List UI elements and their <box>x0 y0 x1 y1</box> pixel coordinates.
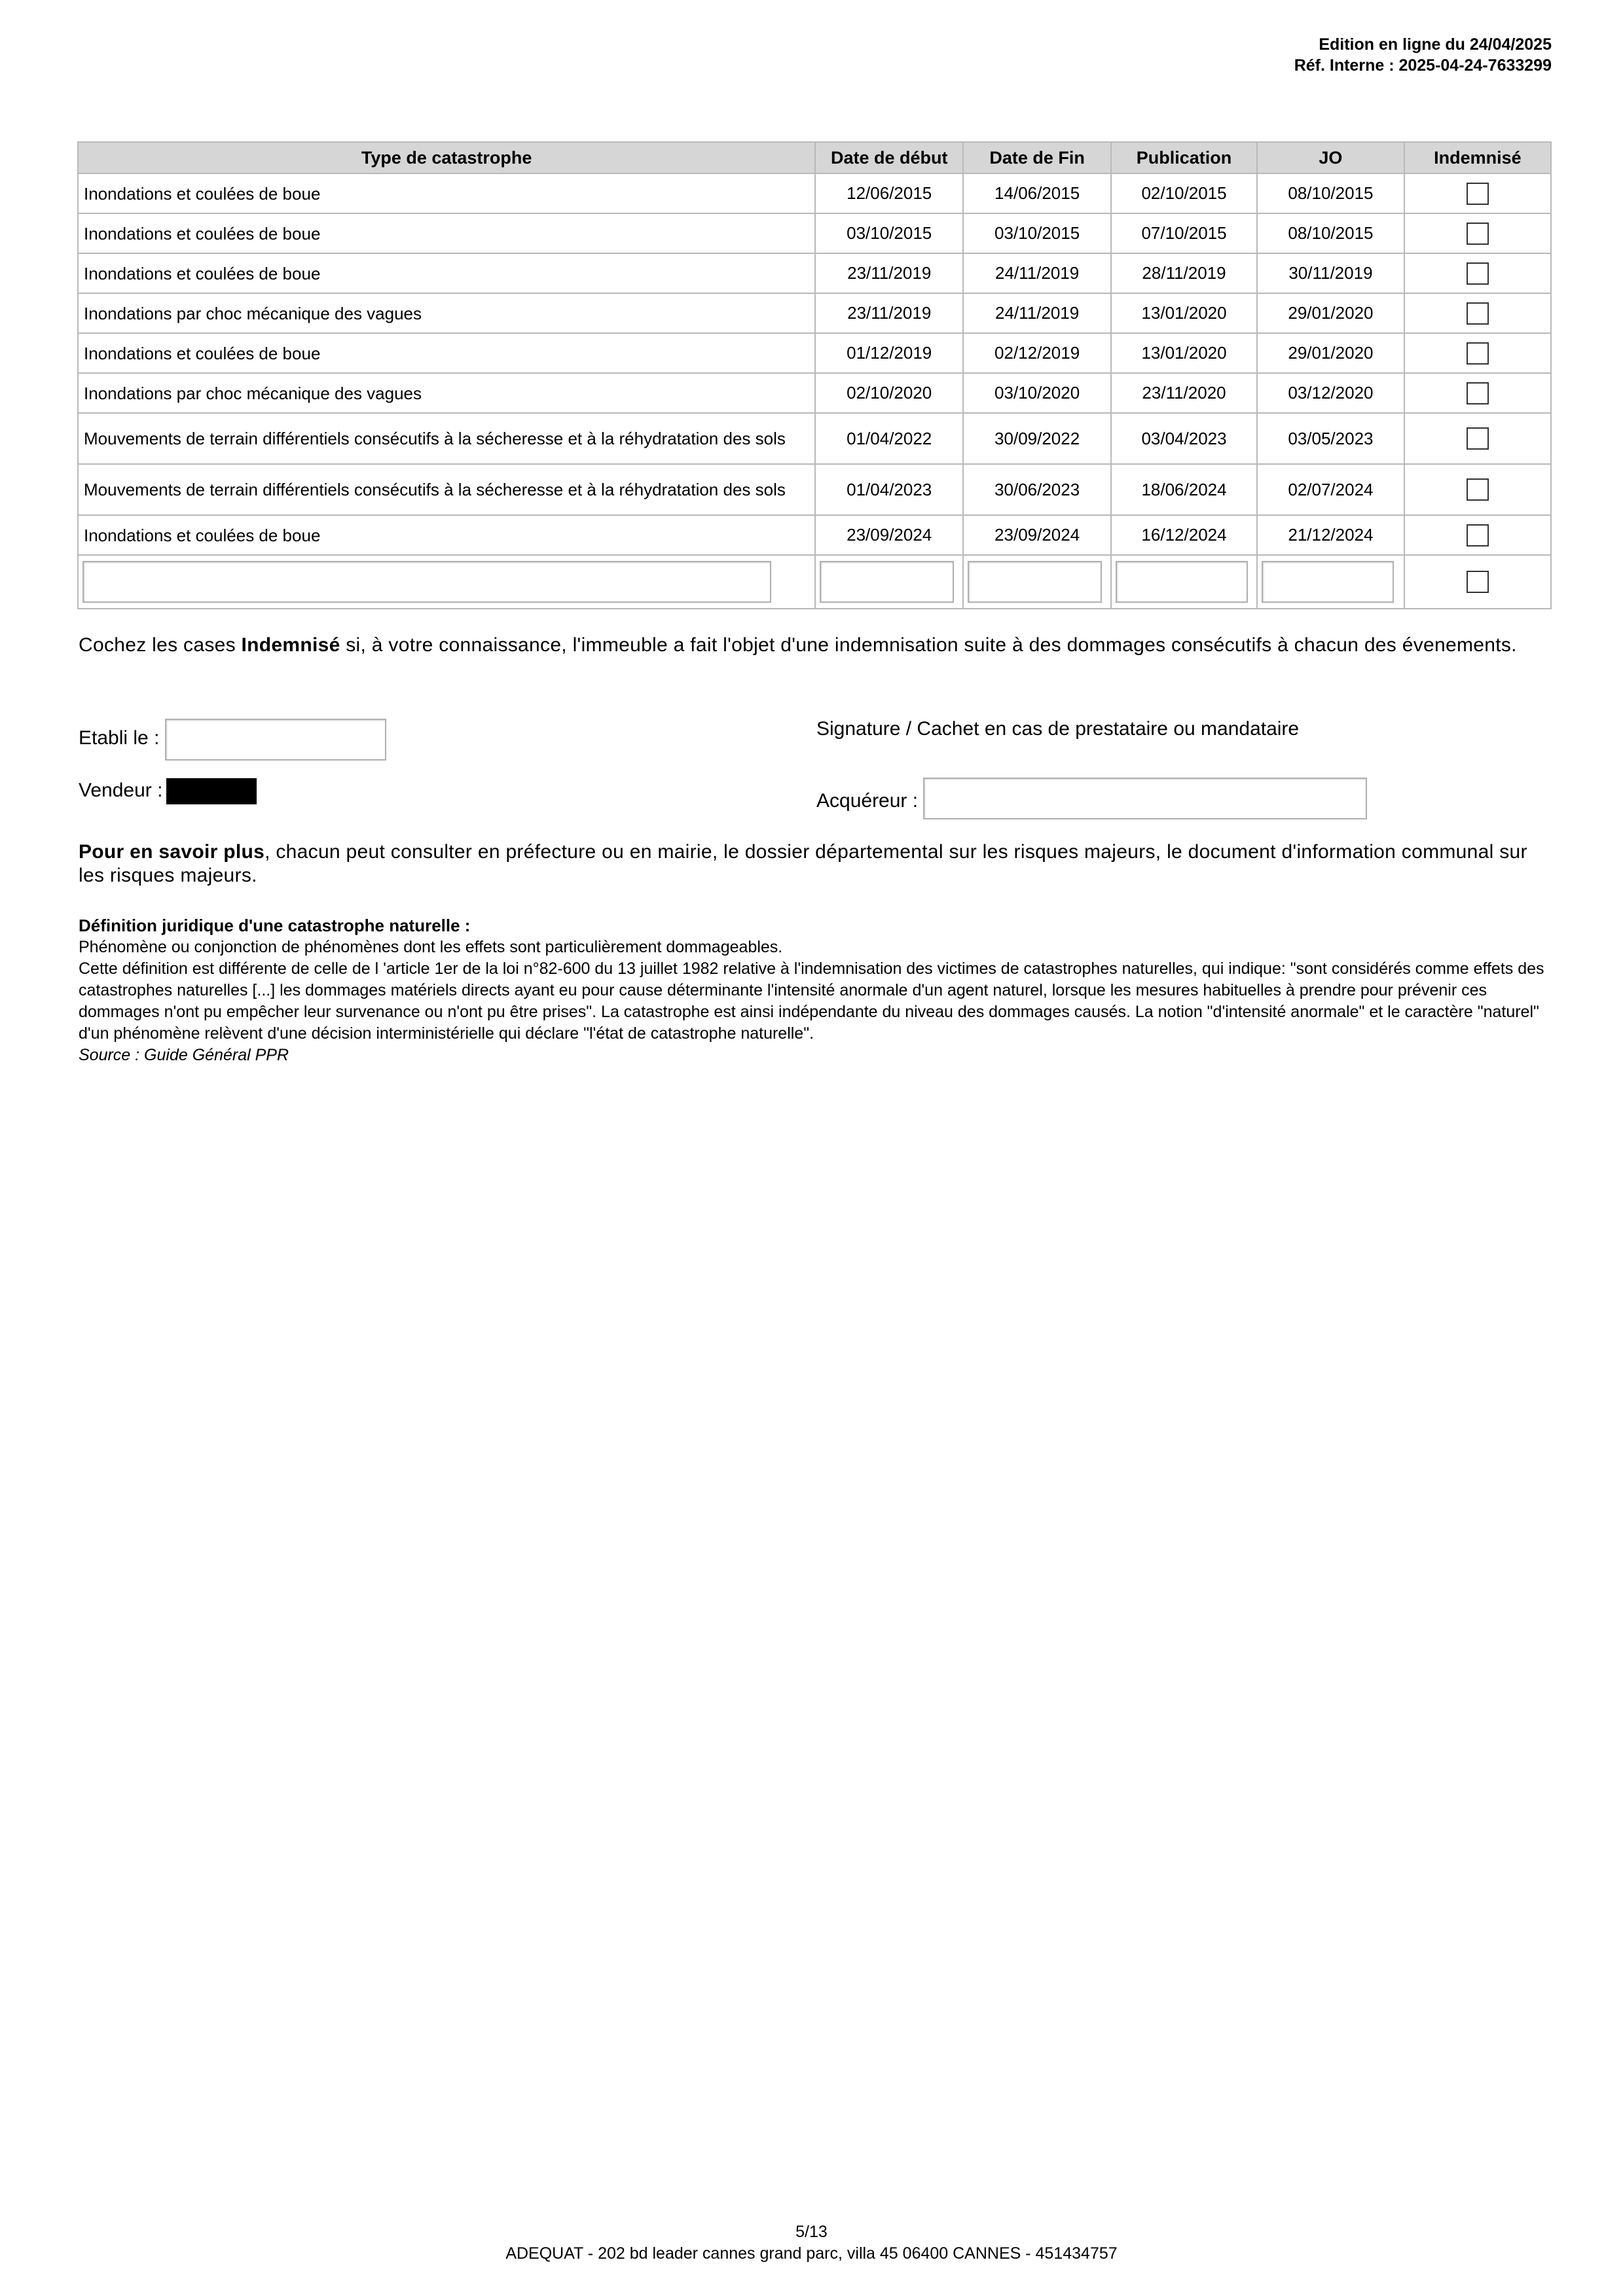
indemnise-checkbox[interactable] <box>1467 302 1489 325</box>
cell-type: Inondations et coulées de boue <box>78 333 815 373</box>
cell-date-debut: 01/12/2019 <box>815 333 963 373</box>
etabli-label: Etabli le : <box>79 727 160 749</box>
vendeur-label: Vendeur : <box>79 780 163 801</box>
catastrophe-table <box>77 141 1552 609</box>
definition-body: Cette définition est différente de celle de l 'article 1er de la loi n°82-600 du 13 juillet 1982 relative à l'indemnisation des victimes de catastrophes naturelles, qui indique: "sont considérés comme effets des catastrophes naturelles [...] les dommages matériels directs ayant eu pour cause déterminante l'intensité anormale d'un agent naturel, lorsque les mesures habituelles à prendre pour prévenir ces dommages n'ont pu empêcher leur survenance ou n'ont pu être prises". La catastrophe est ainsi indépendante du niveau des dommages causés. La notion "d'intensité anormale" et le caractère "naturel" d'un phénomène relèvent d'une décision interministérielle qui déclare "l'état de catastrophe naturelle". <box>79 960 1544 1043</box>
date-debut-input[interactable] <box>820 561 954 603</box>
cell-indemnise <box>1404 333 1551 373</box>
definition-section <box>79 915 1555 1066</box>
acquereur-label: Acquéreur : <box>816 790 919 812</box>
table-row <box>78 413 1551 464</box>
cell-date-debut: 12/06/2015 <box>815 173 963 213</box>
table-row <box>78 373 1551 413</box>
cell-date-debut: 23/09/2024 <box>815 515 963 555</box>
cell-indemnise-empty <box>1404 555 1551 609</box>
column-header-date-fin: Date de Fin <box>963 142 1111 173</box>
table-header-row <box>78 142 1551 173</box>
table-row <box>78 213 1551 253</box>
cell-publication: 13/01/2020 <box>1111 333 1257 373</box>
cell-date-debut: 02/10/2020 <box>815 373 963 413</box>
indemnise-checkbox[interactable] <box>1467 183 1489 205</box>
type-input[interactable] <box>82 561 771 603</box>
cell-publication: 03/04/2023 <box>1111 413 1257 464</box>
cell-type: Inondations et coulées de boue <box>78 213 815 253</box>
cell-date-fin: 03/10/2020 <box>963 373 1111 413</box>
column-header-indemnise: Indemnisé <box>1404 142 1551 173</box>
page-number: 5/13 <box>795 2223 828 2241</box>
cell-indemnise <box>1404 213 1551 253</box>
cell-publication: 13/01/2020 <box>1111 293 1257 333</box>
etabli-input[interactable] <box>165 719 386 761</box>
cell-date-fin: 24/11/2019 <box>963 293 1111 333</box>
cell-jo: 29/01/2020 <box>1257 333 1404 373</box>
definition-title: Définition juridique d'une catastrophe naturelle : <box>79 916 471 935</box>
cell-type: Inondations par choc mécanique des vagues <box>78 293 815 333</box>
cell-type: Inondations et coulées de boue <box>78 253 815 293</box>
cell-jo: 08/10/2015 <box>1257 173 1404 213</box>
publication-input[interactable] <box>1116 561 1248 603</box>
cell-jo: 21/12/2024 <box>1257 515 1404 555</box>
cell-publication: 07/10/2015 <box>1111 213 1257 253</box>
more-info-paragraph: Pour en savoir plus, chacun peut consulter en préfecture ou en mairie, le dossier départemental sur les risques majeurs, le document d'information communal sur les risques majeurs. <box>79 841 1527 886</box>
cell-jo: 08/10/2015 <box>1257 213 1404 253</box>
cell-date-debut: 01/04/2022 <box>815 413 963 464</box>
cell-publication: 18/06/2024 <box>1111 464 1257 515</box>
column-header-publication: Publication <box>1111 142 1257 173</box>
table-row <box>78 253 1551 293</box>
cell-indemnise <box>1404 253 1551 293</box>
indemnise-checkbox[interactable] <box>1467 223 1489 245</box>
cell-date-debut-empty <box>815 555 963 609</box>
indemnise-instruction: Cochez les cases Indemnisé si, à votre connaissance, l'immeuble a fait l'objet d'une indemnisation suite à des dommages consécutifs à chacun des évenements. <box>79 634 1517 656</box>
cell-date-debut: 01/04/2023 <box>815 464 963 515</box>
document-header <box>1294 34 1552 76</box>
column-header-jo: JO <box>1257 142 1404 173</box>
cell-type: Inondations par choc mécanique des vagues <box>78 373 815 413</box>
cell-date-fin: 02/12/2019 <box>963 333 1111 373</box>
cell-date-fin: 14/06/2015 <box>963 173 1111 213</box>
cell-date-fin: 30/09/2022 <box>963 413 1111 464</box>
cell-publication: 23/11/2020 <box>1111 373 1257 413</box>
cell-indemnise <box>1404 464 1551 515</box>
cell-publication: 28/11/2019 <box>1111 253 1257 293</box>
cell-indemnise <box>1404 293 1551 333</box>
cell-jo: 30/11/2019 <box>1257 253 1404 293</box>
definition-source: Source : Guide Général PPR <box>79 1046 289 1064</box>
table-row <box>78 333 1551 373</box>
cell-jo: 03/12/2020 <box>1257 373 1404 413</box>
cell-type: Mouvements de terrain différentiels consécutifs à la sécheresse et à la réhydratation des sols <box>78 464 815 515</box>
cell-jo-empty <box>1257 555 1404 609</box>
cell-type-empty <box>78 555 815 609</box>
cell-type: Inondations et coulées de boue <box>78 515 815 555</box>
footer-company: ADEQUAT - 202 bd leader cannes grand parc, villa 45 06400 CANNES - 451434757 <box>505 2244 1118 2263</box>
indemnise-checkbox[interactable] <box>1467 427 1489 450</box>
signature-label: Signature / Cachet en cas de prestataire ou mandataire <box>816 718 1300 740</box>
indemnise-keyword: Indemnisé <box>241 634 340 656</box>
cell-jo: 29/01/2020 <box>1257 293 1404 333</box>
cell-indemnise <box>1404 373 1551 413</box>
cell-publication: 16/12/2024 <box>1111 515 1257 555</box>
cell-date-fin: 24/11/2019 <box>963 253 1111 293</box>
table-row <box>78 464 1551 515</box>
indemnise-checkbox[interactable] <box>1467 262 1489 285</box>
table-row <box>78 293 1551 333</box>
cell-date-debut: 23/11/2019 <box>815 253 963 293</box>
cell-jo: 03/05/2023 <box>1257 413 1404 464</box>
cell-type: Mouvements de terrain différentiels consécutifs à la sécheresse et à la réhydratation des sols <box>78 413 815 464</box>
cell-jo: 02/07/2024 <box>1257 464 1404 515</box>
cell-date-fin: 30/06/2023 <box>963 464 1111 515</box>
acquereur-input[interactable] <box>923 778 1367 819</box>
column-header-date-debut: Date de début <box>815 142 963 173</box>
indemnise-checkbox[interactable] <box>1467 478 1489 501</box>
indemnise-checkbox[interactable] <box>1467 571 1489 593</box>
cell-date-debut: 03/10/2015 <box>815 213 963 253</box>
cell-indemnise <box>1404 413 1551 464</box>
indemnise-checkbox[interactable] <box>1467 342 1489 365</box>
indemnise-checkbox[interactable] <box>1467 524 1489 547</box>
cell-indemnise <box>1404 173 1551 213</box>
cell-date-fin: 23/09/2024 <box>963 515 1111 555</box>
internal-reference: Réf. Interne : 2025-04-24-7633299 <box>1294 56 1552 75</box>
column-header-type: Type de catastrophe <box>78 142 815 173</box>
table-row <box>78 173 1551 213</box>
table-row-empty <box>78 555 1551 609</box>
edition-date: Edition en ligne du 24/04/2025 <box>1319 35 1552 54</box>
cell-publication: 02/10/2015 <box>1111 173 1257 213</box>
cell-type: Inondations et coulées de boue <box>78 173 815 213</box>
cell-date-fin: 03/10/2015 <box>963 213 1111 253</box>
cell-date-debut: 23/11/2019 <box>815 293 963 333</box>
table-row <box>78 515 1551 555</box>
cell-publication-empty <box>1111 555 1257 609</box>
cell-indemnise <box>1404 515 1551 555</box>
vendeur-redacted <box>166 778 257 804</box>
definition-line: Phénomène ou conjonction de phénomènes dont les effets sont particulièrement dommageables. <box>79 938 783 956</box>
jo-input[interactable] <box>1262 561 1394 603</box>
cell-date-fin-empty <box>963 555 1111 609</box>
indemnise-checkbox[interactable] <box>1467 382 1489 404</box>
date-fin-input[interactable] <box>968 561 1102 603</box>
more-info-bold: Pour en savoir plus <box>79 841 265 863</box>
